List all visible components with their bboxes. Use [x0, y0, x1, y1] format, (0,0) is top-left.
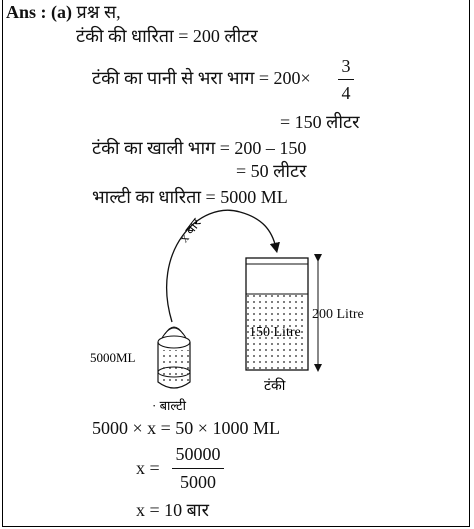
- result-line: x = 10 बार: [136, 500, 209, 520]
- empty-part-line: टंकी का खाली भाग = 200 – 150: [92, 138, 307, 158]
- filled-result: = 150 लीटर: [280, 112, 360, 132]
- bucket-water: [159, 350, 189, 382]
- ans-prefix: Ans : (a): [6, 2, 72, 22]
- capacity-line: टंकी की धारिता = 200 लीटर: [76, 26, 258, 46]
- tank-caption: टंकी: [264, 379, 286, 394]
- tank-fill-label: 150 Litre: [249, 325, 301, 340]
- x-fraction-denominator: 5000: [180, 472, 216, 492]
- bucket-capacity-line: भाल्टी का धारिता = 5000 ML: [92, 187, 288, 207]
- x-fraction: [172, 444, 224, 492]
- bucket-top: [158, 336, 190, 348]
- x-fraction-numerator: 50000: [175, 444, 221, 464]
- x-equals: x =: [136, 458, 160, 478]
- filled-part-line: टंकी का पानी से भरा भाग = 200×: [92, 68, 311, 88]
- filled-fraction-denominator: 4: [341, 83, 351, 103]
- arrow-label: x बार: [176, 215, 204, 246]
- empty-result: = 50 लीटर: [236, 161, 307, 181]
- ans-intro: प्रश्न स,: [76, 2, 121, 22]
- x-fraction-bar: [172, 468, 224, 469]
- bucket-label: 5000ML: [90, 350, 136, 365]
- filled-fraction-numerator: 3: [341, 56, 351, 76]
- bucket-caption: · बाल्टी: [152, 398, 186, 413]
- tank-side-label: 200 Litre: [312, 307, 364, 322]
- main-equation: 5000 × x = 50 × 1000 ML: [92, 418, 280, 438]
